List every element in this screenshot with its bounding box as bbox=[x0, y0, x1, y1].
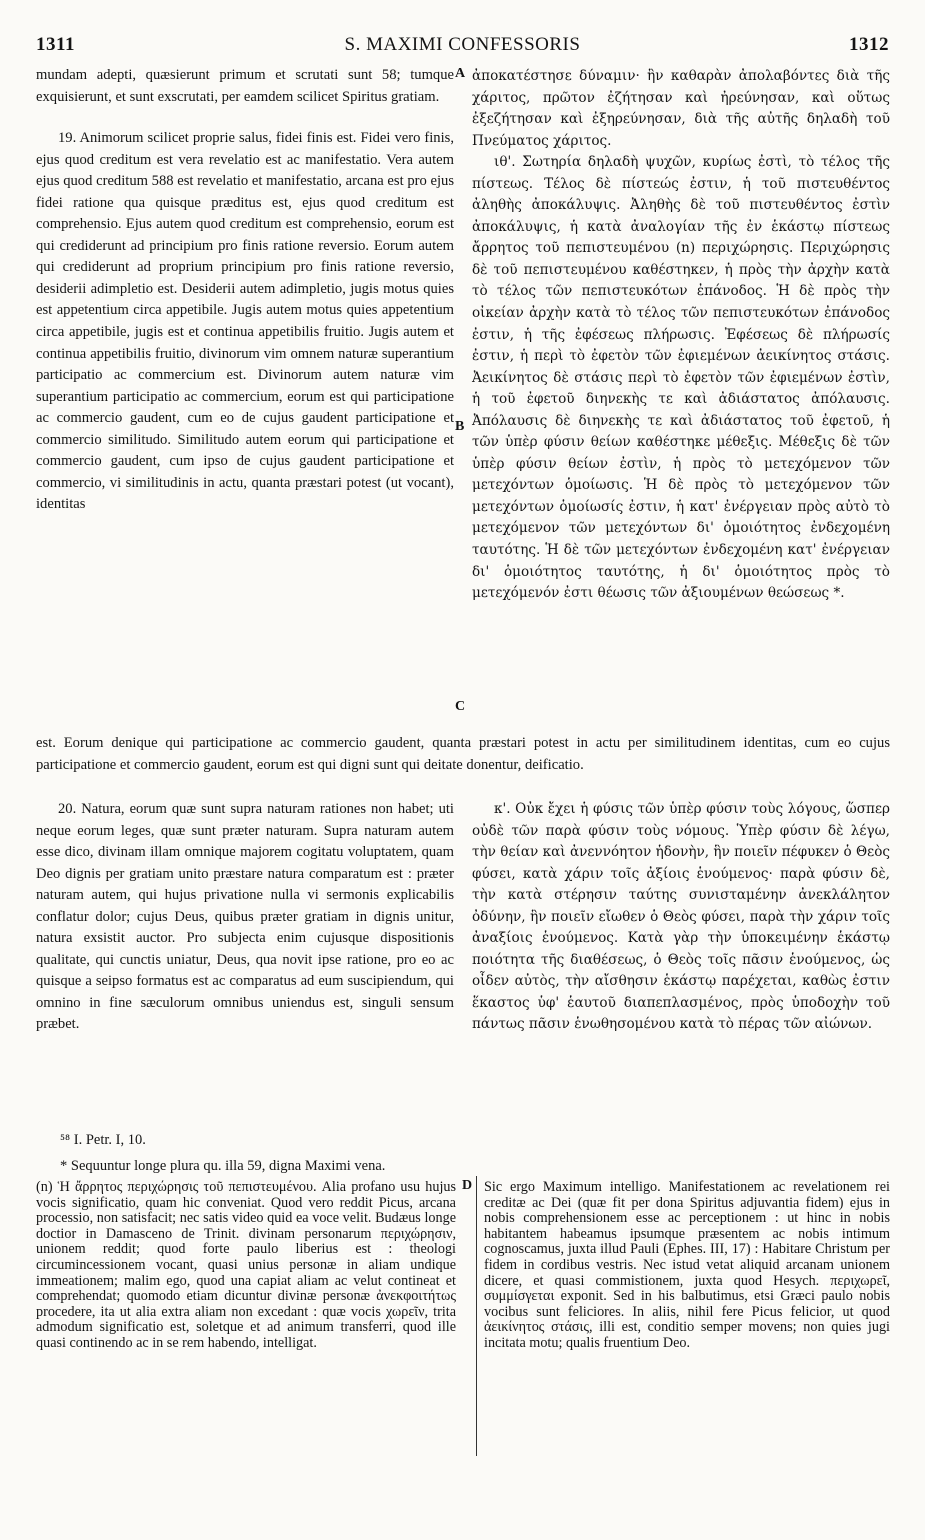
footnote-n-left: (n) Ἡ ἄρρητος περιχώρησις τοῦ πεπιστευμένου. Alia profano usu hujus vocis significatio, quam hic conveniat. Quod vero reddit Picus, arcana processio, non satisfacit; nec satis video quid ea voce velit. Budæus longe doctior in Damasceno de Trinit. divinam personarum περιχώρησιν, unionem reddit; quod forte paulo liberius est : theologi circumincessionem vocant, quasi unius personæ in aliam undique immeationem; malim ego, quod una capiat aliam ac velut contineat et comprehendat; quomodo etiam dicuntur divinæ personæ ἀνεκφοιτήτως procedere, ita ut alia extra aliam non excedant : quæ vocis χωρεῖν, trita admodum significatio est, soletque et ad animum transferri, quod ille quasi continendo ac in se rem habendo, intelligat. bbox=[36, 1179, 456, 1351]
latin-section-20: 20. Natura, eorum quæ sunt supra naturam rationes non habet; uti neque eorum leges, quæ sunt præter naturam. Supra naturam autem esse dico, divinam illam omnique majorem cogitatu voluptatem, quam Deo dignis per gratiam unito præstare natura comparatum est : præter naturam autem, qui hujus privatione nulla vi sermonis explicabilis conflatur dolor; cujus Deus, quibus præter gratiam in dignis unitur, natura exsistit auctor. Pro subjecta enim cujusque dispositionis qualitate, qui cunctis uniatur, Deus, qua novit ipse ratione, pro eo ac quisque a seipso formatus est ac comparatus ad eum suscipiendum, qui omnino in fine sæculorum omnibus uniendus est, singuli sensum præbet. bbox=[36, 801, 454, 1033]
right-column-number: 1312 bbox=[849, 34, 889, 55]
latin-section-19: 19. Animorum scilicet proprie salus, fidei finis est. Fidei vero finis, ejus quod creditum est vera revelatio est ac manifestatio. Vera autem ejus quod creditum 588 est revelatio et manifestatio, arcana est pro ejus fidei ratione qua quisque præditus est, ejus quod creditum est comprehensio. Ejus autem quod creditum est comprehensio, eorum est qui crediderunt ad principium pro finis ratione reversio. Eorum autem qui crediderunt ad proprium principium pro finis ratione reversio, desiderii adimpletio est. Desiderii autem adimpletio, jugis motus quies est appetentium circa appetibile. Jugis autem motus quies appetentium circa appetibile, jugis est et continua appetibilis fruitio. Jugis autem et continua appetibilis fruitio, divinorum vim omnem naturæ superantium participatio ac commercium est. Divinorum autem naturæ vim superantium participatio ac commercium, eorum est qui participatione ac commercio gaudent, cum eo de cujus gaudent participatione et commercio similitudo. Similitudo autem eorum qui participatione et commercio gaudent, cum ipso de cujus gaudent participatione et commercio, vi similitudinis in actu, quanta præstari potest (ut vocant), identitas bbox=[36, 130, 454, 513]
margin-letter-c: C bbox=[455, 699, 466, 714]
latin-section-20-block bbox=[36, 799, 454, 1036]
notes-block bbox=[60, 1130, 880, 1176]
footnote-right-column bbox=[484, 1180, 890, 1352]
left-column-number: 1311 bbox=[36, 34, 75, 55]
note-scripture-ref: ⁵⁸ I. Petr. I, 10. bbox=[60, 1132, 146, 1148]
footnote-left-column bbox=[36, 1180, 456, 1352]
page-header bbox=[36, 34, 889, 60]
greek-continued-paragraph: ἀποκατέστησε δύναμιν· ἣν καθαρὰν ἀπολαβόντες διὰ τῆς χάριτος, πρῶτον ἐζήτησαν καὶ ἠρεύνησαν, καὶ οὕτως ἐξεζήτησαν καὶ ἐξηρεύνησαν, διὰ τῆς αὐτῆς δηλαδὴ τοῦ Πνεύματος χάριτος. bbox=[472, 68, 890, 149]
note-sequuntur: * Sequuntur longe plura qu. illa 59, digna Maximi vena. bbox=[60, 1158, 386, 1174]
latin-section-19-conclusion: est. Eorum denique qui participatione ac commercio gaudent, quanta præstari potest in actu per similitudinem identitas, cum eo cujus participatione et commercio gaudent, eorum est qui digni sunt qui deitate donentur, deificatio. bbox=[36, 735, 890, 773]
running-title: S. MAXIMI CONFESSORIS bbox=[344, 34, 581, 55]
margin-letter-d: D bbox=[462, 1178, 473, 1193]
latin-continued-paragraph: mundam adepti, quæsierunt primum et scrutati sunt 58; tumque exquisierunt, et sunt exscrutati, per eamdem scilicet Spiritus gratiam. bbox=[36, 67, 454, 105]
greek-section-19: ιθ'. Σωτηρία δηλαδὴ ψυχῶν, κυρίως ἐστὶ, τὸ τέλος τῆς πίστεως. Τέλος δὲ πίστεώς ἐστιν, ἡ τοῦ πιστευθέντος ἀληθὴς ἀποκάλυψις. Ἀληθὴς δὲ τοῦ πιστευθέντος ἐστὶν ἀποκάλυψις, ἡ κατὰ ἀναλογίαν τῆς ἐν ἑκάστῳ πίστεως ἄρρητος τοῦ πεπιστευμένου (n) περιχώρησις. Περιχώρησις δὲ τοῦ πεπιστευμένου καθέστηκεν, ἡ πρὸς τὴν ἀρχὴν κατὰ τὸ τέλος τῶν πεπιστευκότων ἐπάνοδος. Ἡ δὲ πρὸς τὴν οἰκείαν ἀρχὴν κατὰ τὸ τέλος τῶν πεπιστευκότων ἐπάνοδος ἐστιν, ἡ τῆς ἐφέσεως πλήρωσις. Ἐφέσεως δὲ πλήρωσίς ἐστιν, ἡ περὶ τὸ ἐφετὸν τῶν ἐφιεμένων ἀεικίνητος στάσις. Ἀεικίνητος δὲ στάσις περὶ τὸ ἐφετὸν τῶν ἐφιεμένων ἐστὶν, ἡ τοῦ ἐφετοῦ διηνεκὴς τε καὶ ἀδιάστατος ἀπόλαυσις. Ἀπόλαυσις δὲ διηνεκὴς τε καὶ ἀδιάστατος τοῦ ἐφετοῦ, ἡ τῶν ὑπὲρ φύσιν θείων καθέστηκε μέθεξις. Μέθεξις δὲ τῶν ὑπὲρ φύσιν θείων ἐστὶν, ἡ πρὸς τὸ μετεχόμενον τῶν μετεχόντων ὁμοίωσις. Ἡ δὲ πρὸς τὸ μετεχόμενον τῶν μετεχόντων ὁμοίωσίς ἐστιν, ἡ κατ' ἐνέργειαν πρὸς αὐτὸ τὸ μετεχόμενον τῶν μετεχόντων δι' ὁμοιότητος ἐνδεχομένη ταυτότης. Ἡ δὲ τῶν μετεχόντων ἐνδεχομένη κατ' ἐνέργειαν δι' ὁμοιότητος ταυτότης, ἡ δι' ὁμοιότητος πρὸς τὸ μετεχόμενόν ἐστι θέωσις τῶν ἀξιουμένων θεώσεως *. bbox=[472, 154, 890, 602]
footnote-column-divider bbox=[476, 1176, 477, 1456]
margin-letter-a: A bbox=[455, 66, 466, 81]
greek-column bbox=[472, 66, 890, 605]
greek-section-20: κ'. Οὐκ ἔχει ἡ φύσις τῶν ὑπὲρ φύσιν τοὺς λόγους, ὥσπερ οὐδὲ τῶν παρὰ φύσιν τοὺς νόμους. Ὑπὲρ φύσιν δὲ λέγω, τὴν θείαν καὶ ἀνεννόητον ἡδονὴν, ἣν ποιεῖν πέφυκεν ὁ Θεὸς φύσει, κατὰ χάριν τοῖς ἀξίοις ἑνούμενος· παρὰ φύσιν δὲ, τὴν κατὰ στέρησιν ταύτης συνισταμένην ἀνεκλάλητον ὀδύνην, ἣν ποιεῖν εἴωθεν ὁ Θεὸς φύσει, παρὰ τὴν χάριν τοῖς ἀναξίοις ἑνούμενος. Κατὰ γὰρ τὴν ὑποκειμένην ἑκάστῳ ποιότητα τῆς διαθέσεως, ὁ Θεὸς τοῖς πᾶσιν ἑνούμενος, ὡς οἶδεν αὐτὸς, τὴν αἴσθησιν ἑκάστῳ παρέχεται, καθὼς ἐστιν ἕκαστος ὑφ' ἑαυτοῦ διαπεπλασμένος, πρὸς ὑποδοχὴν τοῦ πάντως πᾶσιν ἑνωθησομένου κατὰ τὸ πέρας τῶν αἰώνων. bbox=[472, 801, 890, 1033]
margin-letter-b: B bbox=[455, 419, 465, 434]
latin-full-width-passage bbox=[36, 733, 890, 776]
greek-section-20-block bbox=[472, 799, 890, 1036]
latin-column bbox=[36, 65, 454, 516]
footnote-n-right: Sic ergo Maximum intelligo. Manifestationem ac revelationem rei creditæ ac Dei (quæ fit per dona Spiritus adjuvantia fidem) ejus in nobis comprehensionem esse ac perceptionem : ut hinc in nobis habitantem habeamus ipsumque præsentem ac nobis intimum cognoscamus, juxta illud Pauli (Ephes. III, 17) : Habitare Christum per fidem in cordibus vestris. Nec istud vetat aliquid arcanam unionem dicere, et quasi commistionem, juxta quod Hesych. περιχωρεῖ, συμμίσγεται exponit. Sed in his balbutimus, etsi Græci paulo nobis vocibus sunt feliciores. In aliis, nihil fere Picus felicior, ut quod ἀεικίνητος στάσις, illi est, conditio semper movens; non quies jugi incitata motu; qualis fruentium Deo. bbox=[484, 1179, 890, 1351]
